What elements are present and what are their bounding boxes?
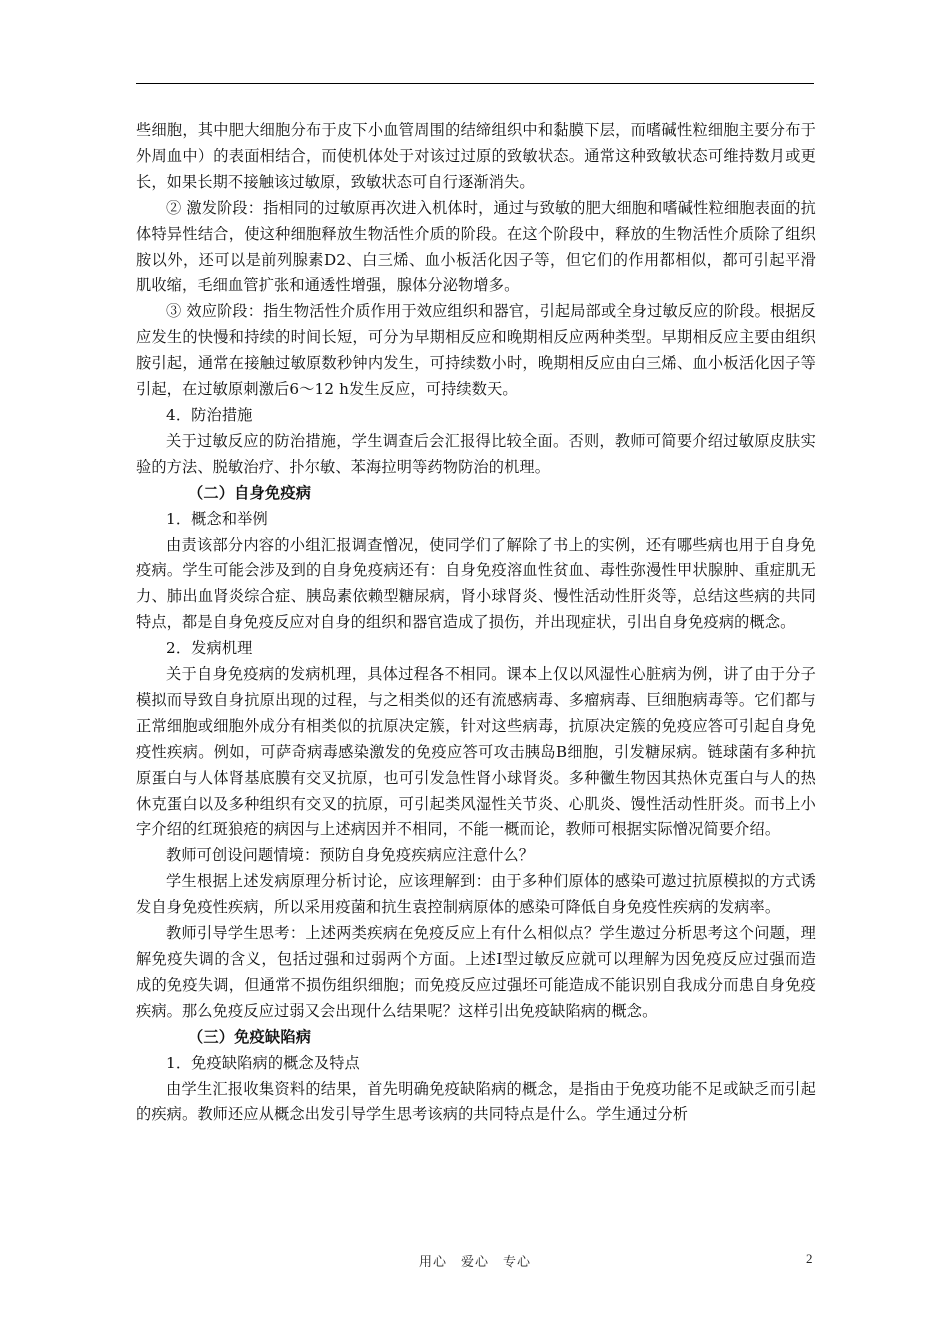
paragraph: 关于自身免疫病的发病机理，具体过程各不相同。课本上仅以风湿性心脏病为例，讲了由于分子模拟而导致自身抗原出现的过程，与之相类似的还有流感病毒、多瘤病毒、巨细胞病毒等。它们都与正常细胞或细胞外成分有相类似的抗原决定簇，针对这些病毒，抗原决定簇的免疫应答可引起自身免疫性疾病。例如，可萨奇病毒感染激发的免疫应答可攻击胰岛B细胞，引发糖尿病。链球菌有多种抗原蛋白与人体肾基底膜有交叉抗原，也可引发急性肾小球肾炎。多种黴生物因其热休克蛋白与人的热休克蛋白以及多种组织有交叉的抗原，可引起类风湿性关节炎、心肌炎、馒性活动性肝炎。而书上小字介绍的红斑狼疮的病因与上述病因并不相同，不能一概而论，教师可根据实际憎况简要介绍。 — [136, 665, 816, 839]
paragraph: 学生根据上述发病原理分析讨论，应该理解到：由于多种们原体的感染可遨过抗原模拟的方式诱发自身免疫性疾病，所以采用疫菌和抗生袁控制病原体的感染可降低自身免疫性疾病的发病率。 — [136, 872, 816, 917]
paragraph: 由学生汇报收集资料的结果，首先明确免疫缺陷病的概念，是指由于免疫功能不足或缺乏而引起的疾病。教师还应从概念出发引导学生思考该病的共同特点是什么。学生通过分析 — [136, 1079, 816, 1124]
paragraph: ② 激发阶段：指相同的过敏原再次进入机体时，通过与致敏的肥大细胞和嗜碱性粒细胞表面的抗体特异性结合，使这种细胞释放生物活性介质的阶段。在这个阶段中，释放的生物活性介质除了组织胺以外，还可以是前列腺素D2、白三烯、血小板活化因子等，但它们的作用都相似，都可引起平滑肌收缩，毛细血管扩张和通透性增强，腺体分泌物增多。 — [136, 198, 816, 295]
page-number: 2 — [806, 1251, 813, 1266]
subheading: 2．发病机理 — [166, 639, 253, 658]
paragraph: 关于过敏反应的防治措施，学生调查后会汇报得比较全面。否则，教师可简要介绍过敏原皮肤实验的方法、脱敏治疗、扑尔敏、苯海拉明等药物防治的机理。 — [136, 431, 816, 476]
paragraph: 些细胞，其中肥大细胞分布于皮下小血管周围的结缔组织中和黏膜下层，而嗜碱性粒细胞主要分布于外周血中）的表面相结合，而使机体处于对该过过原的致敏状态。通常这种致敏状态可维持数月或更长，如果长期不接触该过敏原，致敏状态可自行逐渐消失。 — [136, 121, 816, 191]
subheading: 1．概念和举例 — [166, 509, 268, 528]
section-heading: （二）自身免疫病 — [188, 483, 312, 502]
paragraph: 教师引导学生思考：上述两类疾病在免疫反应上有什么相似点？学生遨过分析思考这个问题，理解免疫失调的含义，包括过强和过弱两个方面。上述Ⅰ型过敏反应就可以理解为因免疫反应过强而造成的免疫失调，但通常不损伤组织细胞；而免疫反应过强坯可能造成不能识别自我成分而患自身免疫疾病。那么免疫反应过弱又会出现什么结果呢？这样引出免疫缺陷病的概念。 — [136, 924, 816, 1020]
paragraph: 由责该部分内容的小组汇报调查憎况，使同学们了解除了书上的实例，还有哪些病也用于自身免疫病。学生可能会涉及到的自身免疫病还有：自身免疫溶血性贫血、毒性弥漫性甲状腺肿、重症肌无力、肺出血肾炎综合症、胰岛素依赖型糖尿病，肾小球肾炎、慢性活动性肝炎等，总结这些病的共同特点，都是自身免疫反应对自身的组织和器官造成了损伤，并出现症状，引出自身免疫病的概念。 — [136, 535, 816, 632]
body-text — [136, 118, 816, 1128]
subheading: 4．防治措施 — [166, 405, 253, 424]
footer-motto: 用心 爱心 专心 — [418, 1255, 531, 1270]
subheading: 1．免疫缺陷病的概念及特点 — [166, 1053, 360, 1072]
header-rule — [136, 83, 814, 84]
paragraph: ③ 效应阶段：指生物活性介质作用于效应组织和器官，引起局部或全身过敏反应的阶段。根据反应发生的快慢和持续的时间长短，可分为早期相反应和晚期相反应两种类型。早期相反应主要由组织胺引起，通常在接触过敏原数秒钟内发生，可持续数小时，晚期相反应由白三烯、血小板活化因子等引起，在过敏原刺激后6～12 h发生反应，可持续数天。 — [136, 302, 816, 399]
section-heading: （三）免疫缺陷病 — [188, 1027, 312, 1046]
paragraph: 教师可创设问题情境：预防自身免疫疾病应注意什么？ — [166, 846, 535, 865]
